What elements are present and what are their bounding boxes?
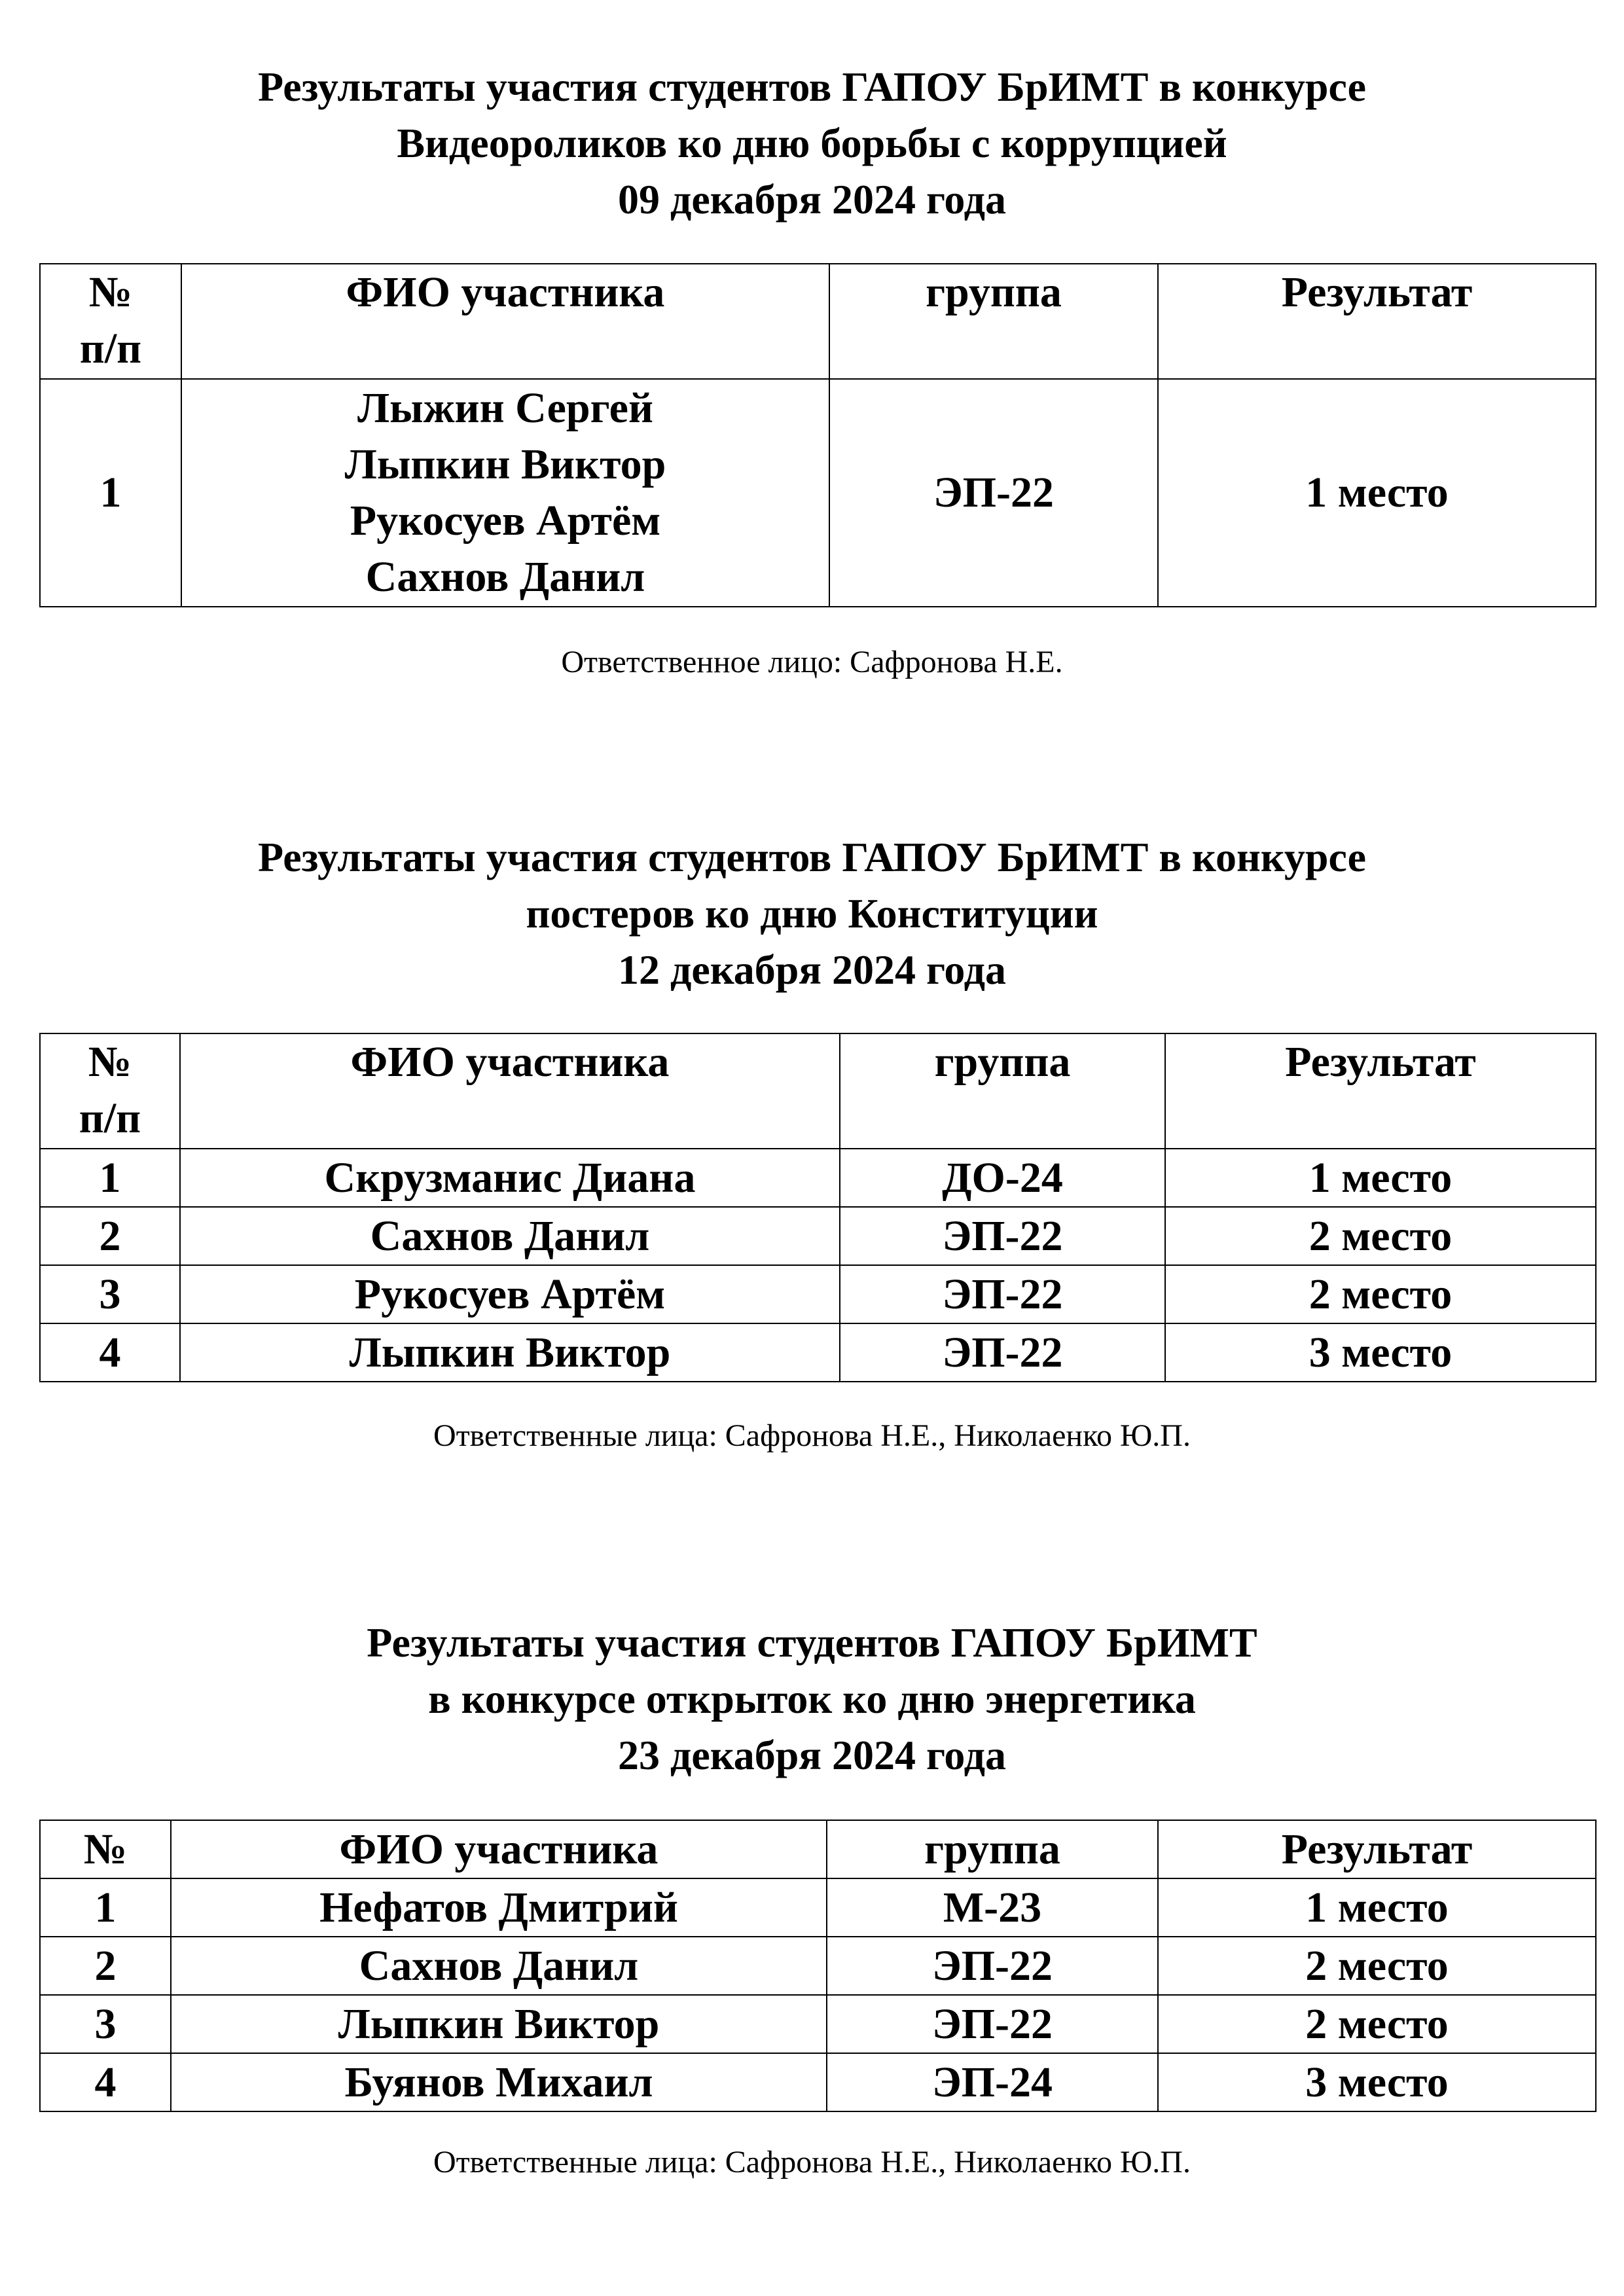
- section-2-title: [0, 829, 1624, 998]
- cell-num: 2: [40, 1937, 171, 1995]
- table-row: [40, 2053, 1596, 2111]
- participant-name: Лыжин Сергей: [357, 384, 653, 432]
- section-1-title-line-2: Видеороликов ко дню борьбы с коррупцией: [397, 120, 1227, 166]
- section-2-results-table: [39, 1033, 1597, 1382]
- section-3-title-line-2: в конкурсе открыток ко дню энергетика: [428, 1676, 1196, 1722]
- participant-name: Лыпкин Виктор: [344, 440, 666, 488]
- section-1-results-table: [39, 263, 1597, 607]
- cell-result: 2 место: [1165, 1207, 1596, 1265]
- header-result: Результат: [1165, 1033, 1596, 1149]
- cell-group: ЭП-22: [827, 1937, 1158, 1995]
- header-result: Результат: [1158, 1820, 1596, 1878]
- table-row: [40, 379, 1596, 607]
- cell-result: 1 место: [1165, 1149, 1596, 1207]
- cell-result: 3 место: [1158, 2053, 1596, 2111]
- header-group: группа: [840, 1033, 1165, 1149]
- section-3-title: [0, 1615, 1624, 1784]
- cell-num: 1: [40, 1878, 171, 1937]
- cell-num: 3: [40, 1995, 171, 2053]
- cell-name: Нефатов Дмитрий: [171, 1878, 827, 1937]
- table-row: [40, 1878, 1596, 1937]
- cell-name: Буянов Михаил: [171, 2053, 827, 2111]
- cell-names: [181, 379, 829, 607]
- section-2-title-line-2: постеров ко дню Конституции: [526, 890, 1098, 937]
- cell-result: 2 место: [1165, 1265, 1596, 1323]
- header-group: группа: [829, 264, 1158, 379]
- cell-group: ЭП-24: [827, 2053, 1158, 2111]
- participant-name: Сахнов Данил: [365, 553, 645, 601]
- section-2-title-line-1: Результаты участия студентов ГАПОУ БрИМТ в конкурсе: [257, 834, 1367, 880]
- cell-group: ДО-24: [840, 1149, 1165, 1207]
- cell-num: 1: [40, 379, 181, 607]
- header-num: № п/п: [40, 264, 181, 379]
- header-name: ФИО участника: [180, 1033, 840, 1149]
- cell-num: 4: [40, 1323, 180, 1382]
- section-1-title-line-1: Результаты участия студентов ГАПОУ БрИМТ в конкурсе: [257, 63, 1367, 110]
- table-row: [40, 1937, 1596, 1995]
- cell-name: Рукосуев Артём: [180, 1265, 840, 1323]
- table-row: [40, 1149, 1596, 1207]
- cell-name: Лыпкин Виктор: [171, 1995, 827, 2053]
- header-name: ФИО участника: [171, 1820, 827, 1878]
- table-row: [40, 1207, 1596, 1265]
- section-1-title-line-3: 09 декабря 2024 года: [618, 176, 1006, 223]
- section-3-title-line-1: Результаты участия студентов ГАПОУ БрИМТ: [367, 1619, 1257, 1666]
- cell-num: 3: [40, 1265, 180, 1323]
- header-name: ФИО участника: [181, 264, 829, 379]
- table-header-row: [40, 264, 1596, 379]
- section-2-title-line-3: 12 декабря 2024 года: [618, 946, 1006, 993]
- cell-name: Лыпкин Виктор: [180, 1323, 840, 1382]
- cell-group: ЭП-22: [829, 379, 1158, 607]
- cell-group: ЭП-22: [840, 1323, 1165, 1382]
- section-2-responsible: Ответственные лица: Сафронова Н.Е., Николаенко Ю.П.: [433, 1418, 1191, 1453]
- section-1-responsible: Ответственное лицо: Сафронова Н.Е.: [561, 645, 1063, 679]
- cell-num: 4: [40, 2053, 171, 2111]
- header-group: группа: [827, 1820, 1158, 1878]
- cell-group: М-23: [827, 1878, 1158, 1937]
- table-row: [40, 1323, 1596, 1382]
- cell-name: Сахнов Данил: [171, 1937, 827, 1995]
- section-3-title-line-3: 23 декабря 2024 года: [618, 1732, 1006, 1778]
- cell-result: 1 место: [1158, 1878, 1596, 1937]
- cell-result: 3 место: [1165, 1323, 1596, 1382]
- header-num: № п/п: [40, 1033, 180, 1149]
- cell-result: 2 место: [1158, 1937, 1596, 1995]
- section-3-responsible: Ответственные лица: Сафронова Н.Е., Николаенко Ю.П.: [433, 2145, 1191, 2179]
- cell-group: ЭП-22: [840, 1207, 1165, 1265]
- cell-num: 1: [40, 1149, 180, 1207]
- participant-name: Рукосуев Артём: [350, 497, 661, 545]
- cell-result: 2 место: [1158, 1995, 1596, 2053]
- table-header-row: [40, 1820, 1596, 1878]
- table-row: [40, 1265, 1596, 1323]
- cell-result: 1 место: [1158, 379, 1596, 607]
- cell-name: Сахнов Данил: [180, 1207, 840, 1265]
- table-row: [40, 1995, 1596, 2053]
- cell-group: ЭП-22: [827, 1995, 1158, 2053]
- cell-name: Скрузманис Диана: [180, 1149, 840, 1207]
- section-3-results-table: [39, 1820, 1597, 2112]
- cell-num: 2: [40, 1207, 180, 1265]
- table-header-row: [40, 1033, 1596, 1149]
- header-result: Результат: [1158, 264, 1596, 379]
- section-1-title: [0, 59, 1624, 228]
- cell-group: ЭП-22: [840, 1265, 1165, 1323]
- header-num: №: [40, 1820, 171, 1878]
